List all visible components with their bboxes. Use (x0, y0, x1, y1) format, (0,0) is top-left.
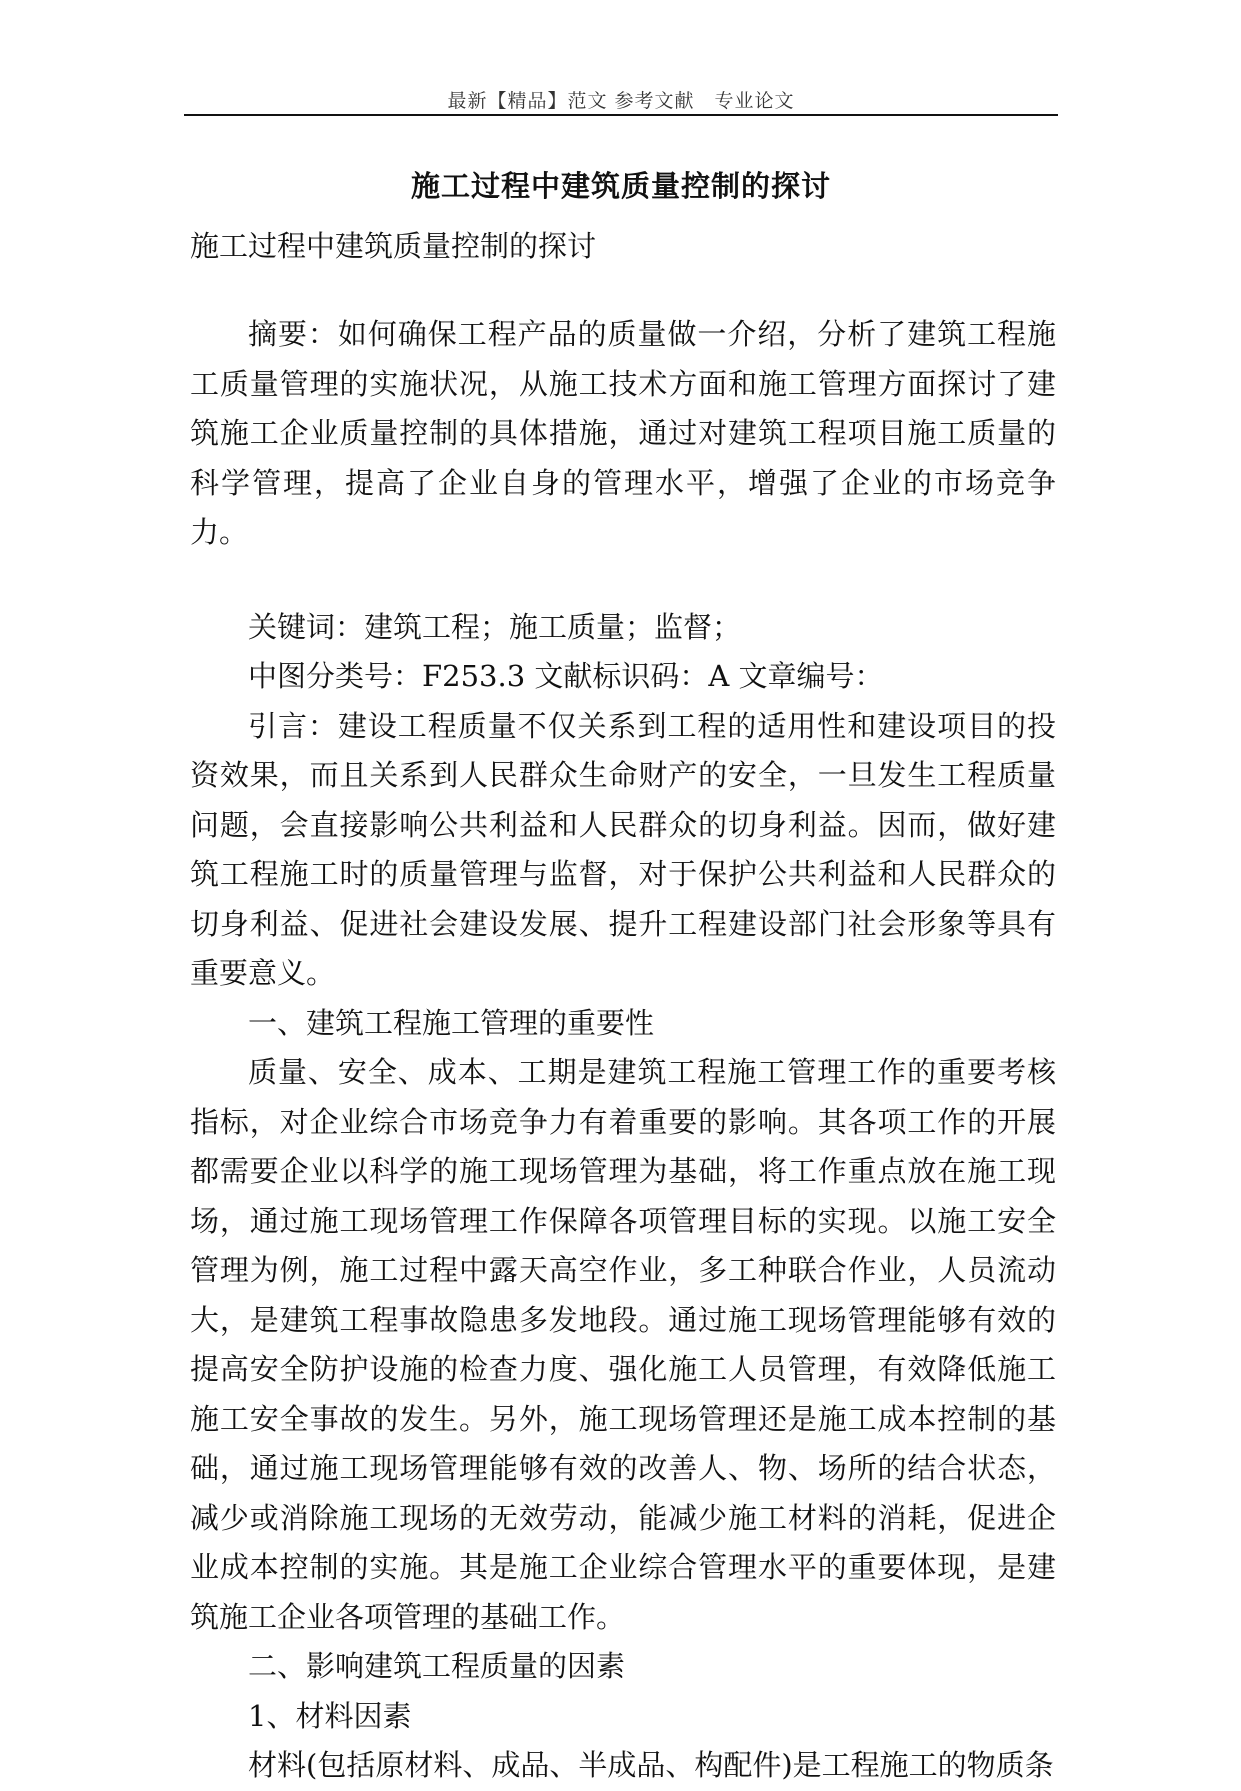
document-subtitle: 施工过程中建筑质量控制的探讨 (190, 229, 597, 263)
section-heading: 二、影响建筑工程质量的因素 (248, 1649, 626, 1683)
document-body (190, 310, 1056, 1791)
subsection-heading: 1、材料因素 (248, 1698, 412, 1733)
introduction-paragraph: 引言：建设工程质量不仅关系到工程的适用性和建设项目的投资效果，而且关系到人民群众生命财产的安全，一旦发生工程质量问题，会直接影响公共利益和人民群众的切身利益。因而，做好建筑工程施工时的质量管理与监督，对于保护公共利益和人民群众的切身利益、促进社会建设发展、提升工程建设部门社会形象等具有重要意义。 (190, 708, 1056, 990)
running-header: 最新【精品】范文 参考文献 专业论文 (447, 90, 795, 112)
section-heading: 一、建筑工程施工管理的重要性 (248, 1005, 655, 1040)
body-paragraph: 质量、安全、成本、工期是建筑工程施工管理工作的重要考核指标，对企业综合市场竞争力有着重要的影响。其各项工作的开展都需要企业以科学的施工现场管理为基础，将工作重点放在施工现场，通过施工现场管理工作保障各项管理目标的实现。以施工安全管理为例，施工过程中露天高空作业，多工种联合作业，人员流动大，是建筑工程事故隐患多发地段。通过施工现场管理能够有效的提高安全防护设施的检查力度、强化施工人员管理，有效降低施工施工安全事故的发生。另外，施工现场管理还是施工成本控制的基础，通过施工现场管理能够有效的改善人、物、场所的结合状态，减少或消除施工现场的无效劳动，能减少施工材料的消耗，促进企业成本控制的实施。其是施工企业综合管理水平的重要体现，是建筑施工企业各项管理的基础工作。 (190, 1055, 1056, 1634)
body-paragraph: 材料(包括原材料、成品、半成品、构配件)是工程施工的物质条 (248, 1748, 1054, 1782)
keywords-line: 关键词：建筑工程；施工质量；监督； (248, 609, 742, 644)
classification-line: 中图分类号：F253.3 文献标识码：A 文章编号： (248, 659, 884, 693)
document-title: 施工过程中建筑质量控制的探讨 (410, 169, 831, 203)
abstract-paragraph: 摘要：如何确保工程产品的质量做一介绍，分析了建筑工程施工质量管理的实施状况，从施工技术方面和施工管理方面探讨了建筑施工企业质量控制的具体措施，通过对建筑工程项目施工质量的科学管理，提高了企业自身的管理水平，增强了企业的市场竞争力。 (190, 317, 1056, 549)
header-divider (184, 114, 1058, 116)
